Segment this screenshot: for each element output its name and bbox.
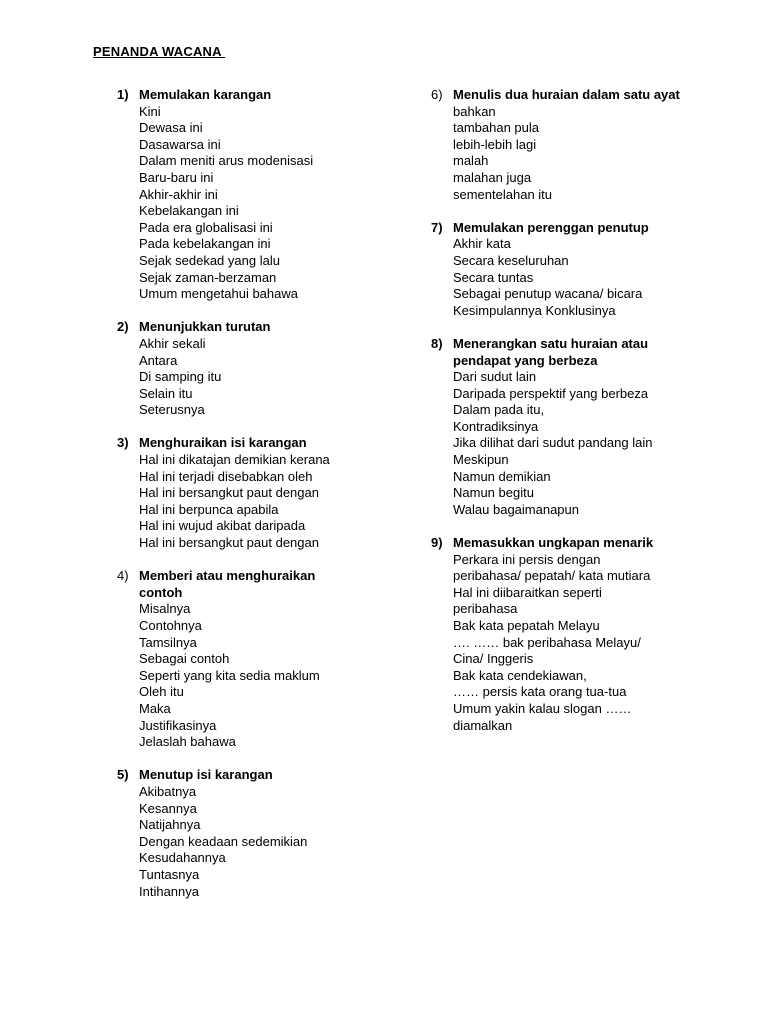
list-item: Natijahnya bbox=[139, 817, 201, 833]
section-number: 7) bbox=[431, 219, 443, 235]
list-item: tambahan pula bbox=[453, 120, 540, 136]
list-item: Meskipun bbox=[453, 452, 509, 468]
left-column bbox=[117, 87, 437, 917]
list-item: Seperti yang kita sedia maklum bbox=[139, 667, 320, 683]
list-item: Kebelakangan ini bbox=[139, 203, 239, 219]
list-item: Hal ini bersangkut paut dengan bbox=[139, 485, 319, 501]
section-5 bbox=[117, 767, 437, 900]
section-title: Menunjukkan turutan bbox=[139, 319, 271, 335]
section-6 bbox=[431, 87, 751, 203]
right-column bbox=[431, 87, 751, 751]
list-item: peribahasa/ pepatah/ kata mutiara bbox=[453, 568, 651, 584]
list-item: Daripada perspektif yang berbeza bbox=[453, 385, 649, 401]
list-item: …… persis kata orang tua-tua bbox=[453, 684, 627, 700]
list-item: Akhir sekali bbox=[139, 335, 206, 351]
list-item: Dalam pada itu, bbox=[453, 402, 545, 418]
list-item: Oleh itu bbox=[139, 684, 184, 700]
list-item: Secara tuntas bbox=[453, 269, 534, 285]
section-header bbox=[117, 435, 437, 452]
list-item: Kini bbox=[139, 103, 161, 119]
list-item: Pada kebelakangan ini bbox=[139, 236, 271, 252]
list-item: Jika dilihat dari sudut pandang lain bbox=[453, 435, 653, 451]
section-header bbox=[431, 87, 751, 104]
list-item: Dalam meniti arus modenisasi bbox=[139, 153, 314, 169]
section-header bbox=[431, 535, 751, 552]
list-item: Cina/ Inggeris bbox=[453, 651, 534, 667]
list-item: Di samping itu bbox=[139, 369, 222, 385]
list-item: Sejak sedekad yang lalu bbox=[139, 252, 280, 268]
list-item: Kontradiksinya bbox=[453, 418, 539, 434]
list-item: Bak kata cendekiawan, bbox=[453, 667, 587, 683]
list-item: malahan juga bbox=[453, 169, 532, 185]
list-item: lebih-lebih lagi bbox=[453, 136, 537, 152]
section-number: 3) bbox=[117, 435, 129, 451]
list-item: Kesudahannya bbox=[139, 850, 226, 866]
page-title: PENANDA WACANA bbox=[93, 44, 226, 59]
section-number: 1) bbox=[117, 87, 129, 102]
section-number: 6) bbox=[431, 87, 443, 102]
section-title: Menghuraikan isi karangan bbox=[139, 435, 307, 451]
list-item: Selain itu bbox=[139, 385, 193, 401]
list-item: Akhir-akhir ini bbox=[139, 186, 218, 202]
list-item: Kesimpulannya Konklusinya bbox=[453, 302, 616, 318]
list-item: Hal ini bersangkut paut dengan bbox=[139, 535, 319, 551]
list-item: Tamsilnya bbox=[139, 634, 197, 650]
list-item: Hal ini wujud akibat daripada bbox=[139, 518, 306, 534]
list-item: peribahasa bbox=[453, 601, 518, 617]
section-title: Memasukkan ungkapan menarik bbox=[453, 535, 654, 551]
section-2 bbox=[117, 319, 437, 419]
list-item: Secara keseluruhan bbox=[453, 252, 569, 268]
list-item: Misalnya bbox=[139, 601, 191, 617]
list-item: Umum mengetahui bahawa bbox=[139, 286, 298, 302]
section-title: Menulis dua huraian dalam satu ayat bbox=[453, 87, 680, 102]
section-title: Menerangkan satu huraian atau pendapat yang berbeza bbox=[453, 335, 649, 368]
list-item: Dewasa ini bbox=[139, 120, 203, 136]
section-number: 8) bbox=[431, 335, 443, 351]
list-item: Dengan keadaan sedemikian bbox=[139, 833, 308, 849]
list-item: Umum yakin kalau slogan …… bbox=[453, 700, 632, 716]
list-item: Hal ini diibaraitkan seperti bbox=[453, 584, 602, 600]
list-item: Sebagai penutup wacana/ bicara bbox=[453, 286, 643, 302]
list-item: Jelaslah bahawa bbox=[139, 734, 236, 750]
list-item: Namun demikian bbox=[453, 468, 551, 484]
list-item: Antara bbox=[139, 352, 178, 368]
list-item: Intihannya bbox=[139, 883, 199, 899]
section-title: Memberi atau menghuraikan contoh bbox=[139, 568, 316, 600]
section-header bbox=[117, 87, 437, 104]
section-3 bbox=[117, 435, 437, 551]
list-item: Baru-baru ini bbox=[139, 169, 214, 185]
section-title: Memulakan perenggan penutup bbox=[453, 219, 649, 235]
list-item: Perkara ini persis dengan bbox=[453, 551, 601, 567]
section-header bbox=[431, 220, 751, 237]
section-header bbox=[431, 336, 751, 369]
list-item: Dasawarsa ini bbox=[139, 136, 221, 152]
list-item: bahkan bbox=[453, 103, 496, 119]
section-number: 9) bbox=[431, 535, 443, 551]
list-item: Dari sudut lain bbox=[453, 369, 537, 385]
section-8 bbox=[431, 336, 751, 519]
list-item: Bak kata pepatah Melayu bbox=[453, 618, 600, 633]
list-item: Hal ini terjadi disebabkan oleh bbox=[139, 468, 313, 484]
list-item: Hal ini dikatajan demikian kerana bbox=[139, 452, 330, 468]
list-item: Namun begitu bbox=[453, 485, 534, 501]
list-item: Kesannya bbox=[139, 800, 197, 816]
section-number: 5) bbox=[117, 767, 129, 783]
section-header bbox=[117, 767, 437, 784]
section-number: 4) bbox=[117, 568, 129, 584]
list-item: Sejak zaman-berzaman bbox=[139, 269, 277, 285]
list-item: Akhir kata bbox=[453, 236, 511, 252]
list-item: malah bbox=[453, 153, 489, 169]
list-item: Akibatnya bbox=[139, 783, 197, 799]
list-item: Maka bbox=[139, 700, 171, 716]
section-4 bbox=[117, 568, 437, 751]
list-item: Contohnya bbox=[139, 618, 202, 633]
list-item: …. …… bak peribahasa Melayu/ bbox=[453, 634, 641, 650]
section-header bbox=[117, 568, 437, 601]
list-item: Walau bagaimanapun bbox=[453, 501, 579, 517]
list-item: diamalkan bbox=[453, 717, 513, 733]
section-header bbox=[117, 319, 437, 336]
list-item: Sebagai contoh bbox=[139, 651, 230, 667]
list-item: sementelahan itu bbox=[453, 186, 553, 202]
list-item: Hal ini berpunca apabila bbox=[139, 501, 279, 517]
list-item: Seterusnya bbox=[139, 402, 205, 418]
list-item: Pada era globalisasi ini bbox=[139, 219, 273, 235]
section-1 bbox=[117, 87, 437, 303]
section-9 bbox=[431, 535, 751, 734]
section-number: 2) bbox=[117, 319, 129, 335]
section-title: Menutup isi karangan bbox=[139, 767, 273, 783]
section-7 bbox=[431, 220, 751, 320]
list-item: Justifikasinya bbox=[139, 717, 217, 733]
section-title: Memulakan karangan bbox=[139, 87, 272, 102]
list-item: Tuntasnya bbox=[139, 866, 200, 882]
